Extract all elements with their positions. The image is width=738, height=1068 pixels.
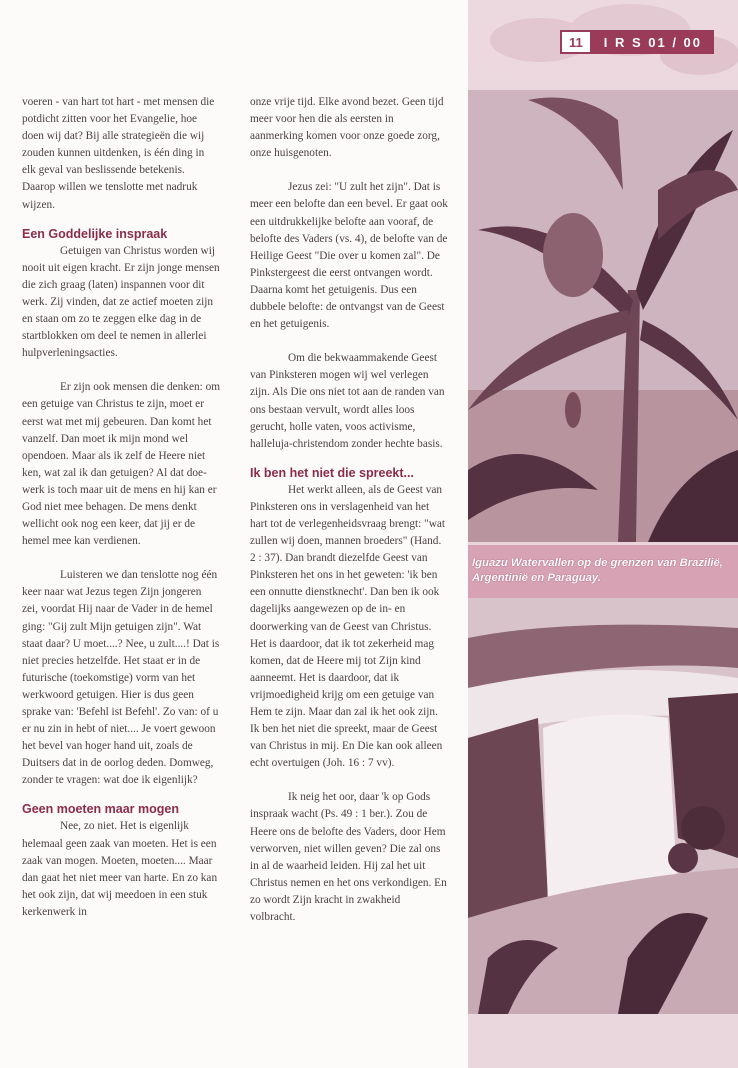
paragraph: Ik neig het oor, daar 'k op Gods inspraak wacht (Ps. 49 : 1 ber.). Zou de Heere ons de belofte des Vaders, door Hem verworven, niet willen geven? Die zal ons in al de waarheid leiden. Hij zal het uit Christus nemen en het ons verkondigen. En zo wordt Zijn kracht in zwakheid volbracht. [250,791,447,924]
banana-tree-photo [468,90,738,542]
text-column-middle [250,94,448,926]
page-number: 11 [560,30,592,54]
paragraph: Om die bekwaammakende Geest van Pinksteren mogen wij wel verlegen zijn. Als Die ons niet tot aan de randen van ons bestaan vervult, wordt alles loos gerucht, holle vaten, voos activisme, halleluja-christendom zonder hechte basis. [250,352,445,450]
page-badge [560,30,714,54]
paragraph: Nee, zo niet. Het is eigenlijk helemaal geen zaak van moeten. Het is een zaak van mogen. Moeten, moeten.... Maar dan gaat het niet meer van harte. En zo kan het ook zijn, dat wij meedoen in een stuk kerkenwerk in [22,820,218,918]
section-heading: Een Goddelijke inspraak [22,226,168,241]
section-heading: Ik ben het niet die spreekt... [250,465,414,480]
issue-label: I R S 01 / 00 [592,30,714,54]
paragraph: Het werkt alleen, als de Geest van Pinksteren ons in verslagenheid van het hart tot de verlegenheidsvraag brengt: "wat zullen wij doen, mannen broeders" (Hand. 2 : 37). Dan brandt diezelfde Geest van Pinksteren het ons in het geweten: 'ik ben een onnutte dienstknecht'. Dan ben ik ook dagelijks aangewezen op de in- en doorwerking van de Geest van Christus. Het is daardoor, dat ik tot zekerheid mag komen, dat de Heere mij tot Zijn kind aanneemt. Het is daardoor, dat ik vrijmoedigheid krijg om een getuige van Hem te zijn. Maar dan zal ik het ook zijn. Ik ben het niet die spreekt, maar de Geest van Christus in mij. En Die kan ook alleen echt overtuigen (Joh. 16 : 7 vv). [250,483,446,770]
photo-caption: Iguazu Watervallen op de grenzen van Brazilië, Argentinië en Paraguay. [472,557,723,584]
paragraph: onze vrije tijd. Elke avond bezet. Geen tijd meer voor hen die als eersten in aanmerking komen voor onze goede zorg, onze huisgenoten. [250,96,444,160]
paragraph: Luisteren we dan tenslotte nog één keer naar wat Jezus tegen Zijn jongeren zei, voordat Hij naar de Vader in de hemel ging: "Gij zult Mijn getuigen zijn". Wat staat daar? U moet....? Nee, u zult....! Dat is niet precies hetzelfde. Het staat er in de futurische (toekomstige) vorm van het werkwoord getuigen. Hier is dus geen sprake van: 'Befehl ist Befehl'. Zo van: of u er nu zin in hebt of niet.... Je voert gewoon het bevel van hoger hand uit, zoals de Duitsers dat in de oorlog deden. Domweg, zonder te vragen: wat doe ik eigenlijk? [22,569,220,787]
paragraph: Er zijn ook mensen die denken: om een getuige van Christus te zijn, moet er eerst wat met mij gebeuren. Dan komt het vanzelf. Dan moet ik mijn mond wel opendoen. Maar als ik zelf de Heere niet ken, wat zal ik dan getuigen? Al dat doe-werk is toch maar uit de mens en hij kan er God niet mee behagen. De mens denkt wellicht ook nog een keer, dat jij er de hemel mee kan verdienen. [22,381,220,548]
section-heading: Geen moeten maar mogen [22,802,179,817]
paragraph: Jezus zei: "U zult het zijn". Dat is meer een belofte dan een bevel. Er gaat ook een uitdrukkelijke belofte aan vooraf, de belofte des Vaders (vs. 4), de belofte van de Heilige Geest "Die over u komen zal". De Pinkstergeest die eerst ontvangen wordt. Daarna komt het getuigenis. Dus een dubbele belofte: de ontvangst van de Geest en het getuigenis. [250,181,448,331]
text-column-left [22,94,220,921]
paragraph: Getuigen van Christus worden wij nooit uit eigen kracht. Er zijn jonge mensen die zich graag (laten) inspannen voor dit werk. Zij vinden, dat ze actief moeten zijn en staan om zo te zeggen elke dag in de startblokken om deel te nemen in allerlei hulpverleningsacties. [22,244,220,360]
paragraph: voeren - van hart tot hart - met mensen die potdicht zitten voor het Evangelie, hoe doen wij dat? Bij alle strategieën die wij zouden kunnen uitdenken, is één ding in elk geval van beslissende betekenis. Daarop willen we tenslotte met nadruk wijzen. [22,96,215,211]
waterfall-photo [468,598,738,1014]
